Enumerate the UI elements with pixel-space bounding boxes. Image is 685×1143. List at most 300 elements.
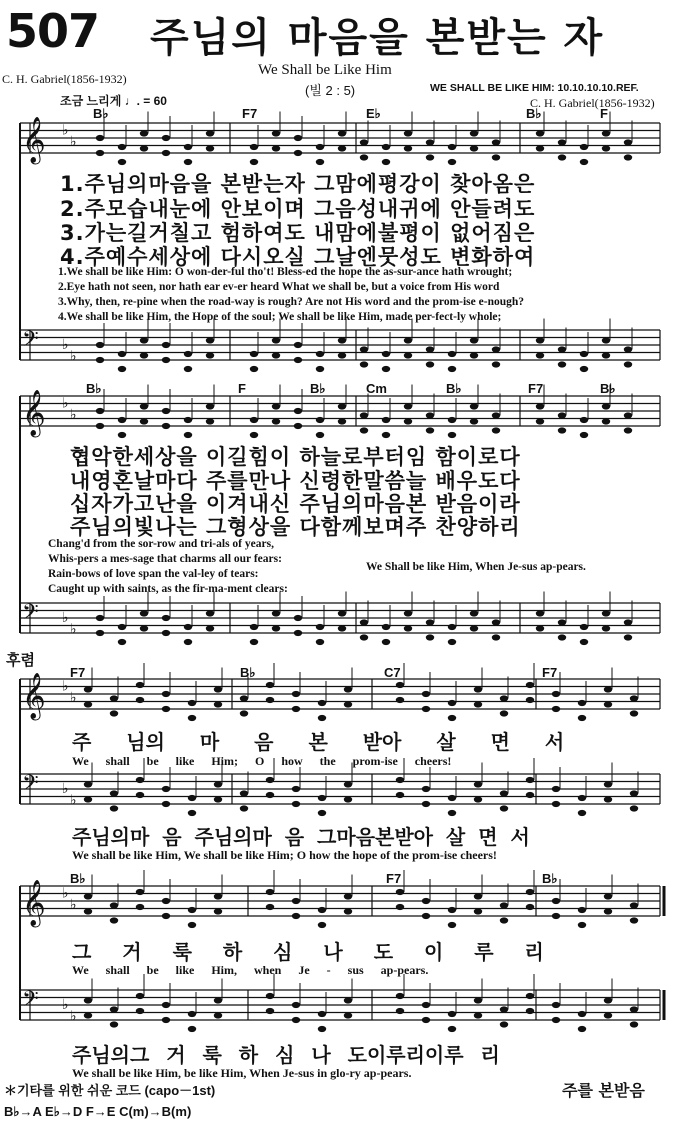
- note-head: [214, 997, 222, 1003]
- note-head: [552, 786, 560, 792]
- note-head: [162, 630, 170, 636]
- note-head: [162, 1002, 170, 1008]
- note-head: [552, 898, 560, 904]
- note-head: [382, 159, 390, 165]
- note-head: [96, 150, 104, 156]
- note-head: [396, 1008, 404, 1014]
- note-head: [470, 403, 478, 409]
- note-head: [84, 701, 92, 707]
- chord-1-4: B♭: [526, 106, 542, 121]
- treble-clef-icon: 𝄞: [22, 880, 46, 926]
- note-head: [448, 351, 456, 357]
- note-head: [140, 403, 148, 409]
- note-head: [526, 697, 534, 703]
- note-head: [136, 1008, 144, 1014]
- note-head: [602, 145, 610, 151]
- flat-icon: ♭: [70, 792, 77, 809]
- note-head: [250, 624, 258, 630]
- note-head: [422, 1002, 430, 1008]
- note-head: [558, 139, 566, 145]
- note-head: [422, 691, 430, 697]
- chord-2-4: Cm: [366, 381, 387, 396]
- chord-3-2: B♭: [240, 665, 256, 680]
- note-head: [294, 615, 302, 621]
- note-head: [206, 337, 214, 343]
- note-head: [360, 154, 368, 160]
- note-head: [558, 154, 566, 160]
- note-head: [84, 908, 92, 914]
- hymn-number: 507: [6, 4, 100, 58]
- note-head: [292, 786, 300, 792]
- chord-2-5: B♭: [446, 381, 462, 396]
- note-head: [624, 361, 632, 367]
- note-head: [140, 145, 148, 151]
- note-head: [292, 801, 300, 807]
- note-head: [492, 139, 500, 145]
- note-head: [492, 619, 500, 625]
- note-head: [526, 889, 534, 895]
- system4-english-top: We shall be like Him, when Je - sus ap-pears.: [72, 963, 429, 977]
- note-head: [474, 893, 482, 899]
- note-head: [272, 145, 280, 151]
- note-head: [448, 922, 456, 928]
- note-head: [240, 790, 248, 796]
- note-head: [266, 682, 274, 688]
- note-head: [382, 432, 390, 438]
- note-head: [316, 144, 324, 150]
- note-head: [184, 144, 192, 150]
- note-head: [630, 710, 638, 716]
- note-head: [578, 715, 586, 721]
- note-head: [500, 917, 508, 923]
- note-head: [188, 810, 196, 816]
- note-head: [110, 1006, 118, 1012]
- composer-right: C. H. Gabriel(1856-1932): [530, 96, 655, 110]
- note-head: [448, 366, 456, 372]
- flat-icon: ♭: [70, 689, 77, 706]
- note-head: [474, 796, 482, 802]
- note-head: [84, 796, 92, 802]
- note-head: [162, 135, 170, 141]
- flat-icon: ♭: [70, 348, 77, 365]
- note-head: [338, 337, 346, 343]
- note-head: [338, 610, 346, 616]
- note-head: [162, 423, 170, 429]
- note-head: [604, 781, 612, 787]
- flat-icon: ♭: [62, 610, 69, 626]
- note-head: [118, 366, 126, 372]
- refrain-korean-top: 주 님의 마 음 본 받아 살 면 서: [72, 730, 565, 754]
- note-head: [266, 904, 274, 910]
- note-head: [404, 130, 412, 136]
- note-head: [84, 893, 92, 899]
- note-head: [316, 432, 324, 438]
- note-head: [500, 695, 508, 701]
- note-head: [84, 686, 92, 692]
- note-head: [470, 352, 478, 358]
- next-hymn-label: 주를 본받음: [562, 1081, 645, 1100]
- note-head: [206, 130, 214, 136]
- note-head: [338, 403, 346, 409]
- note-head: [84, 1012, 92, 1018]
- note-head: [526, 682, 534, 688]
- note-head: [206, 352, 214, 358]
- note-head: [604, 796, 612, 802]
- note-head: [602, 625, 610, 631]
- note-head: [96, 630, 104, 636]
- note-head: [604, 1012, 612, 1018]
- note-head: [396, 889, 404, 895]
- note-head: [422, 786, 430, 792]
- treble-clef-icon: 𝄞: [22, 673, 46, 719]
- note-head: [184, 159, 192, 165]
- chord-2-1: B♭: [86, 381, 102, 396]
- note-head: [500, 1006, 508, 1012]
- korean-verse-1: 1.주님의마음을 본받는자 그맘에평강이 찾아옴은: [60, 172, 536, 196]
- note-head: [558, 634, 566, 640]
- note-head: [266, 1008, 274, 1014]
- note-head: [426, 619, 434, 625]
- korean-line-2-4: 주님의빛나는 그형상을 다함께보며주 찬양하리: [70, 515, 521, 539]
- note-head: [162, 150, 170, 156]
- note-head: [206, 610, 214, 616]
- note-head: [470, 625, 478, 631]
- note-head: [118, 624, 126, 630]
- note-head: [558, 361, 566, 367]
- note-head: [318, 700, 326, 706]
- note-head: [604, 997, 612, 1003]
- chord-4-3: B♭: [542, 871, 558, 886]
- note-head: [552, 801, 560, 807]
- note-head: [604, 893, 612, 899]
- note-head: [448, 810, 456, 816]
- note-head: [266, 889, 274, 895]
- note-head: [294, 423, 302, 429]
- note-head: [448, 1011, 456, 1017]
- note-head: [448, 715, 456, 721]
- note-head: [294, 135, 302, 141]
- note-head: [470, 145, 478, 151]
- note-head: [184, 417, 192, 423]
- note-head: [396, 904, 404, 910]
- note-head: [580, 624, 588, 630]
- note-head: [250, 432, 258, 438]
- note-head: [118, 144, 126, 150]
- note-head: [266, 792, 274, 798]
- chord-3-3: C7: [384, 665, 401, 680]
- note-head: [396, 697, 404, 703]
- note-head: [136, 993, 144, 999]
- note-head: [344, 701, 352, 707]
- flat-icon: ♭: [62, 337, 69, 353]
- english-line-2-1: Chang'd from the sor-row and tri-als of years,: [48, 538, 274, 550]
- note-head: [578, 1026, 586, 1032]
- chord-2-3: B♭: [310, 381, 326, 396]
- note-head: [630, 695, 638, 701]
- note-head: [426, 427, 434, 433]
- guitar-chord-note: ＊기타를 위한 쉬운 코드 (capo－1st): [4, 1083, 216, 1098]
- note-head: [294, 408, 302, 414]
- note-head: [396, 682, 404, 688]
- flat-icon: ♭: [70, 1008, 77, 1025]
- note-head: [292, 913, 300, 919]
- note-head: [184, 366, 192, 372]
- note-head: [140, 352, 148, 358]
- note-head: [536, 337, 544, 343]
- note-head: [214, 686, 222, 692]
- note-head: [96, 408, 104, 414]
- note-head: [292, 1002, 300, 1008]
- flat-icon: ♭: [62, 885, 69, 902]
- note-head: [492, 361, 500, 367]
- note-head: [474, 908, 482, 914]
- note-head: [382, 351, 390, 357]
- note-head: [602, 418, 610, 424]
- korean-line-2-2: 내영혼날마다 주를만나 신령한말씀늘 배우도다: [70, 469, 521, 493]
- note-head: [140, 625, 148, 631]
- note-head: [96, 423, 104, 429]
- note-head: [96, 342, 104, 348]
- refrain-korean-bottom: 주님의마 음 주님의마 음 그마음본받아 살 면 서: [72, 825, 530, 849]
- english-verse-4: 4.We shall be like Him, the Hope of the soul; We shall be like Him, made per-fect-ly whole;: [58, 311, 502, 323]
- note-head: [624, 154, 632, 160]
- note-head: [404, 145, 412, 151]
- note-head: [188, 1026, 196, 1032]
- system4-english-bottom: We shall be like Him, be like Him, When Je-sus in glo-ry ap-pears.: [72, 1066, 412, 1080]
- note-head: [162, 691, 170, 697]
- flat-icon: ♭: [62, 678, 69, 695]
- note-head: [426, 361, 434, 367]
- note-head: [272, 337, 280, 343]
- note-head: [580, 432, 588, 438]
- note-head: [338, 145, 346, 151]
- note-head: [422, 706, 430, 712]
- note-head: [500, 710, 508, 716]
- flat-icon: ♭: [70, 896, 77, 913]
- note-head: [448, 639, 456, 645]
- note-head: [526, 1008, 534, 1014]
- note-head: [294, 357, 302, 363]
- note-head: [318, 1011, 326, 1017]
- note-head: [426, 154, 434, 160]
- note-head: [602, 130, 610, 136]
- note-head: [294, 150, 302, 156]
- note-head: [318, 795, 326, 801]
- note-head: [426, 412, 434, 418]
- system4-korean-bottom: 주님의그 거 룩 하 심 나 도이루리이루 리: [72, 1043, 500, 1067]
- note-head: [536, 610, 544, 616]
- treble-clef-icon: 𝄞: [22, 117, 46, 163]
- note-head: [578, 700, 586, 706]
- note-head: [526, 993, 534, 999]
- chord-3-1: F7: [70, 665, 86, 680]
- note-head: [580, 351, 588, 357]
- note-head: [162, 408, 170, 414]
- note-head: [360, 361, 368, 367]
- note-head: [470, 130, 478, 136]
- note-head: [344, 1012, 352, 1018]
- note-head: [250, 639, 258, 645]
- note-head: [558, 619, 566, 625]
- note-head: [344, 796, 352, 802]
- note-head: [492, 412, 500, 418]
- note-head: [552, 1017, 560, 1023]
- note-head: [184, 639, 192, 645]
- note-head: [318, 922, 326, 928]
- note-head: [404, 418, 412, 424]
- note-head: [500, 902, 508, 908]
- bass-clef-icon: 𝄢: [22, 771, 39, 801]
- note-head: [136, 792, 144, 798]
- note-head: [214, 701, 222, 707]
- hymn-title: 주님의 마음을 본받는 자: [150, 15, 605, 61]
- note-head: [474, 1012, 482, 1018]
- note-head: [316, 159, 324, 165]
- note-head: [136, 777, 144, 783]
- note-head: [110, 805, 118, 811]
- note-head: [382, 417, 390, 423]
- note-head: [604, 686, 612, 692]
- note-head: [272, 625, 280, 631]
- note-head: [316, 366, 324, 372]
- note-head: [382, 624, 390, 630]
- note-head: [136, 904, 144, 910]
- note-head: [578, 907, 586, 913]
- note-head: [360, 427, 368, 433]
- note-head: [316, 624, 324, 630]
- note-head: [118, 159, 126, 165]
- note-head: [188, 795, 196, 801]
- note-head: [382, 144, 390, 150]
- note-head: [250, 159, 258, 165]
- note-head: [404, 403, 412, 409]
- note-head: [292, 706, 300, 712]
- refrain-english-bottom: We shall be like Him, We shall be like Him; O how the hope of the prom-ise cheers!: [72, 848, 497, 862]
- note-head: [272, 403, 280, 409]
- note-head: [110, 710, 118, 716]
- note-head: [318, 1026, 326, 1032]
- note-head: [96, 357, 104, 363]
- note-head: [526, 904, 534, 910]
- note-head: [162, 1017, 170, 1023]
- bass-clef-icon: 𝄢: [22, 327, 39, 357]
- note-head: [448, 144, 456, 150]
- chord-2-2: F: [238, 381, 246, 396]
- composer-left: C. H. Gabriel(1856-1932): [2, 72, 127, 86]
- flat-icon: ♭: [62, 395, 69, 412]
- note-head: [136, 889, 144, 895]
- note-head: [536, 403, 544, 409]
- note-head: [578, 1011, 586, 1017]
- note-head: [360, 412, 368, 418]
- note-head: [240, 695, 248, 701]
- note-head: [294, 630, 302, 636]
- chord-1-1: B♭: [93, 106, 109, 121]
- note-head: [162, 706, 170, 712]
- note-head: [292, 1017, 300, 1023]
- note-head: [118, 432, 126, 438]
- note-head: [422, 913, 430, 919]
- chord-1-2: F7: [242, 106, 258, 121]
- flat-icon: ♭: [70, 621, 77, 638]
- note-head: [316, 417, 324, 423]
- note-head: [404, 352, 412, 358]
- note-head: [162, 898, 170, 904]
- note-head: [162, 913, 170, 919]
- note-head: [292, 691, 300, 697]
- note-head: [344, 997, 352, 1003]
- note-head: [448, 624, 456, 630]
- note-head: [578, 795, 586, 801]
- note-head: [240, 710, 248, 716]
- note-head: [214, 1012, 222, 1018]
- note-head: [558, 412, 566, 418]
- note-head: [422, 801, 430, 807]
- note-head: [110, 917, 118, 923]
- note-head: [580, 144, 588, 150]
- note-head: [318, 907, 326, 913]
- treble-clef-icon: 𝄞: [22, 390, 46, 436]
- note-head: [162, 801, 170, 807]
- note-head: [250, 144, 258, 150]
- note-head: [344, 686, 352, 692]
- flat-icon: ♭: [70, 406, 77, 423]
- note-head: [250, 366, 258, 372]
- note-head: [96, 135, 104, 141]
- note-head: [136, 697, 144, 703]
- note-head: [110, 790, 118, 796]
- note-head: [240, 805, 248, 811]
- korean-verse-3: 3.가는길거칠고 험하여도 내맘에불평이 없어짐은: [60, 221, 536, 245]
- note-head: [536, 145, 544, 151]
- note-head: [426, 346, 434, 352]
- flat-icon: ♭: [62, 997, 69, 1013]
- note-head: [536, 625, 544, 631]
- note-head: [470, 337, 478, 343]
- note-head: [404, 337, 412, 343]
- note-head: [558, 346, 566, 352]
- note-head: [448, 700, 456, 706]
- note-head: [140, 337, 148, 343]
- note-head: [272, 418, 280, 424]
- english-verse-3: 3.Why, then, re-pine when the road-way is rough? Are not His word and the prom-ise e-nough?: [58, 296, 525, 308]
- note-head: [294, 342, 302, 348]
- note-head: [318, 715, 326, 721]
- note-head: [422, 898, 430, 904]
- note-head: [214, 796, 222, 802]
- note-head: [188, 700, 196, 706]
- note-head: [630, 917, 638, 923]
- note-head: [344, 893, 352, 899]
- note-head: [602, 352, 610, 358]
- flat-icon: ♭: [70, 133, 77, 150]
- note-head: [344, 781, 352, 787]
- note-head: [624, 634, 632, 640]
- note-head: [316, 351, 324, 357]
- english-title: We Shall be Like Him: [258, 62, 392, 78]
- note-head: [382, 639, 390, 645]
- note-head: [188, 715, 196, 721]
- note-head: [624, 619, 632, 625]
- note-head: [206, 403, 214, 409]
- note-head: [188, 1011, 196, 1017]
- note-head: [96, 615, 104, 621]
- note-head: [630, 1006, 638, 1012]
- note-head: [272, 130, 280, 136]
- korean-line-2-3: 십자가고난을 이겨내신 주님의마음본 받음이라: [70, 492, 521, 516]
- chord-4-1: B♭: [70, 871, 86, 886]
- note-head: [500, 1021, 508, 1027]
